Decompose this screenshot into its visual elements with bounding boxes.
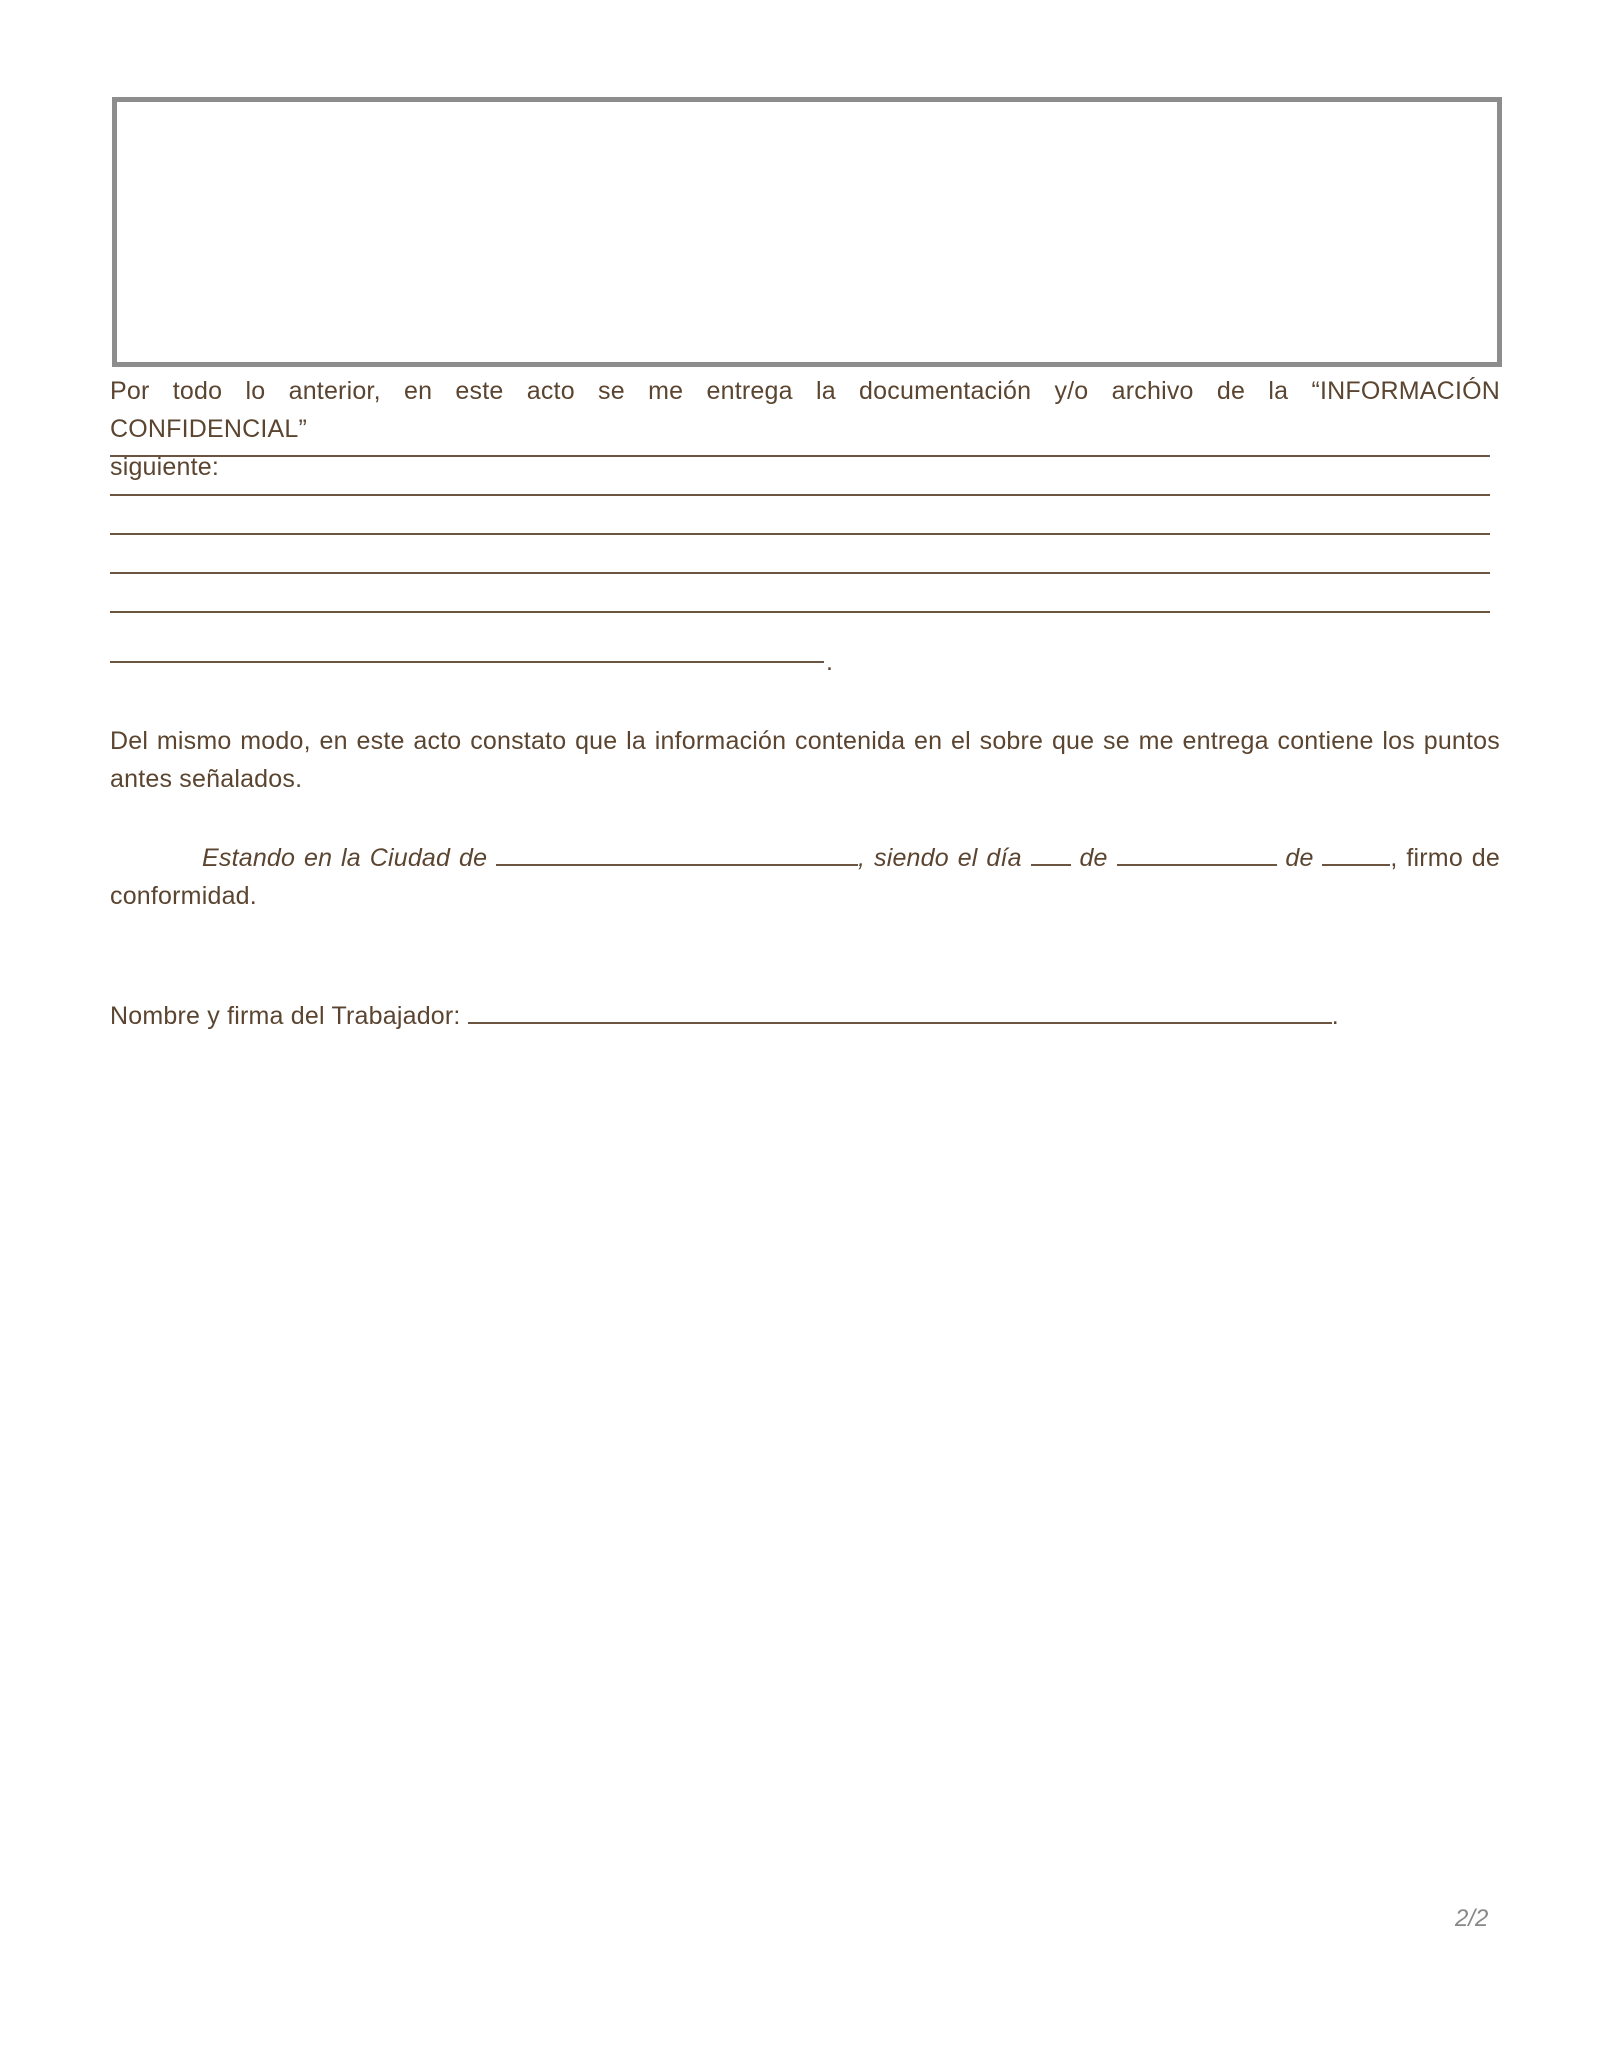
fill-line[interactable] [110, 572, 1490, 574]
paragraph-intro-line2: siguiente: [110, 453, 220, 481]
fill-line[interactable] [110, 455, 1490, 457]
day-field[interactable] [1031, 844, 1071, 866]
place-prefix: Estando en la Ciudad de [202, 844, 488, 872]
city-field[interactable] [496, 844, 858, 866]
firmo-text: , firmo de [1390, 844, 1500, 872]
fill-line[interactable] [110, 611, 1490, 613]
fill-line[interactable] [110, 494, 1490, 496]
month-field[interactable] [1117, 844, 1277, 866]
de-text-1: de [1079, 844, 1108, 872]
fill-line-short[interactable] [110, 661, 824, 663]
de-text-2: de [1285, 844, 1314, 872]
empty-frame-box [112, 97, 1502, 367]
fill-line-end-mark: . [826, 648, 833, 676]
page-number: 2/2 [1455, 1905, 1489, 1932]
paragraph-place-date [110, 839, 1500, 915]
fill-line[interactable] [110, 533, 1490, 535]
paragraph-confirmation: Del mismo modo, en este acto constato que la información contenida en el sobre que se me entrega contiene los puntos antes señalados. [110, 727, 1500, 793]
year-field[interactable] [1322, 844, 1390, 866]
signature-field[interactable] [468, 1002, 1332, 1024]
conformidad-text: conformidad. [110, 882, 257, 910]
siendo-text: , siendo el día [858, 844, 1022, 872]
fill-in-lines [110, 455, 1490, 680]
signature-end-mark: . [1331, 1002, 1339, 1030]
signature-label: Nombre y firma del Trabajador: [110, 1002, 461, 1030]
signature-line [110, 997, 1500, 1035]
paragraph-intro-line1: Por todo lo anterior, en este acto se me entrega la documentación y/o archivo de la “INFORMACIÓN CONFIDENCIAL” [110, 377, 1500, 443]
